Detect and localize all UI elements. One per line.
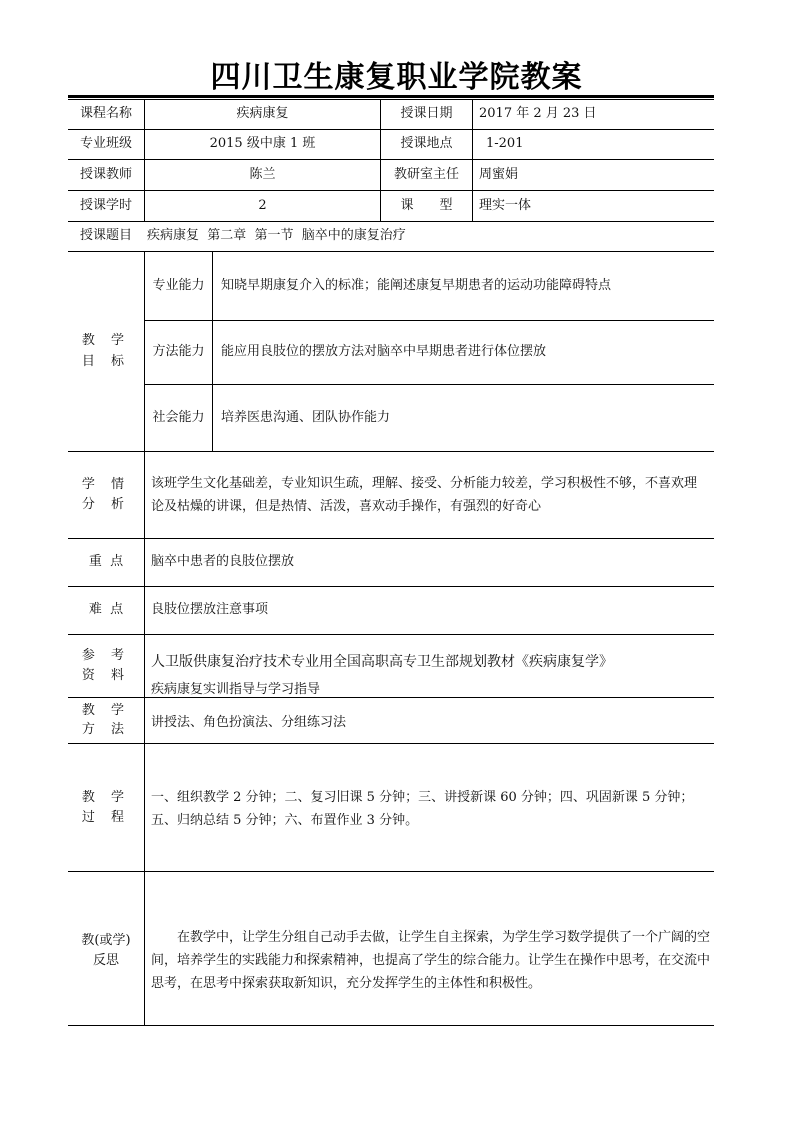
analysis-label-line-1: 学 情 [81, 476, 131, 492]
teacher-label: 授课教师 [79, 166, 132, 182]
title-rule-thick [68, 95, 714, 98]
reflection-label-line-1: 教(或学) [81, 932, 131, 948]
process-text: 一、组织教学 2 分钟；二、复习旧课 5 分钟；三、讲授新课 60 分钟；四、巩固新课 5 分钟；五、归纳总结 5 分钟；六、布置作业 3 分钟。 [151, 790, 694, 828]
methods-label [68, 698, 144, 743]
objectives-label-line-1: 教 学 [81, 333, 131, 349]
topic-value: 疾病康复 第二章 第一节 脑卒中的康复治疗 [147, 228, 406, 244]
director-label: 教研室主任 [393, 166, 459, 182]
process-label-line-2: 过 程 [81, 810, 131, 825]
type-label: 课 型 [400, 197, 453, 213]
methods-label-line-1: 教 学 [81, 703, 131, 719]
references-line-2: 疾病康复实训指导与学习指导 [151, 682, 321, 697]
grid-line [212, 251, 213, 451]
course-name-label: 课程名称 [79, 106, 132, 122]
place-label: 授课地点 [400, 136, 453, 152]
analysis-label [68, 452, 144, 538]
references-label-line-2: 资 料 [81, 668, 131, 683]
professional-ability-label: 专业能力 [152, 277, 205, 293]
methods-label-line-2: 方 法 [81, 721, 131, 737]
grid-line [68, 1025, 714, 1026]
hours-value: 2 [258, 197, 267, 213]
date-value: 2017 年 2 月 23 日 [479, 106, 597, 122]
grid-line [68, 634, 714, 635]
methods-text: 讲授法、角色扮演法、分组练习法 [151, 715, 347, 730]
grid-line [68, 697, 714, 698]
professional-ability-text: 知晓早期康复介入的标准；能阐述康复早期患者的运动功能障碍特点 [221, 277, 612, 293]
topic-label: 授课题目 [79, 228, 132, 244]
teacher-value: 陈兰 [249, 166, 276, 182]
objectives-label-line-2: 目 标 [81, 353, 131, 369]
grid-line [472, 100, 473, 221]
difficulty-text: 良肢位摆放注意事项 [151, 602, 269, 618]
grid-line [68, 451, 714, 452]
method-ability-text: 能应用良肢位的摆放方法对脑卒中早期患者进行体位摆放 [221, 344, 547, 360]
social-ability-text: 培养医患沟通、团队协作能力 [221, 409, 391, 425]
grid-line [68, 743, 714, 744]
key-point-text: 脑卒中患者的良肢位摆放 [151, 554, 295, 570]
key-point-label: 重 点 [88, 554, 124, 570]
type-value: 理实一体 [479, 197, 532, 213]
date-label: 授课日期 [400, 106, 453, 122]
method-ability-label: 方法能力 [152, 344, 205, 360]
hours-label: 授课学时 [79, 197, 132, 213]
reflection-label-line-2: 反思 [92, 953, 119, 968]
grid-line [68, 871, 714, 872]
objectives-label [68, 252, 144, 451]
page-title: 四川卫生康复职业学院教案 [210, 60, 583, 95]
references-label [68, 635, 144, 697]
analysis-text: 该班学生文化基础差，专业知识生疏，理解、接受、分析能力较差，学习积极性不够，不喜欢理论及枯燥的讲课，但是热情、活泼，喜欢动手操作，有强烈的好奇心 [151, 476, 698, 514]
social-ability-label: 社会能力 [152, 409, 205, 425]
director-value: 周蜜娟 [479, 166, 519, 182]
references-label-line-1: 参 考 [81, 647, 131, 663]
class-label: 专业班级 [79, 136, 132, 152]
analysis-label-line-2: 分 析 [81, 497, 131, 512]
course-name-value: 疾病康复 [236, 106, 289, 122]
references-line-1: 人卫版供康复治疗技术专业用全国高职高专卫生部规划教材《疾病康复学》 [151, 654, 613, 670]
difficulty-label: 难 点 [88, 602, 124, 618]
class-value: 2015 级中康 1 班 [209, 136, 316, 152]
place-value: 1-201 [486, 136, 524, 152]
process-label [68, 776, 144, 840]
reflection-text: 在教学中，让学生分组自己动手去做，让学生自主探索，为学生学习数学提供了一个广阔的空间，培养学生的实践能力和探索精神，也提高了学生的综合能力。让学生在操作中思考，在交流中思考，在思考中探索获取新知识，充分发挥学生的主体性和积极性。 [151, 930, 711, 991]
process-label-line-1: 教 学 [81, 789, 131, 805]
reflection-label [68, 925, 144, 977]
